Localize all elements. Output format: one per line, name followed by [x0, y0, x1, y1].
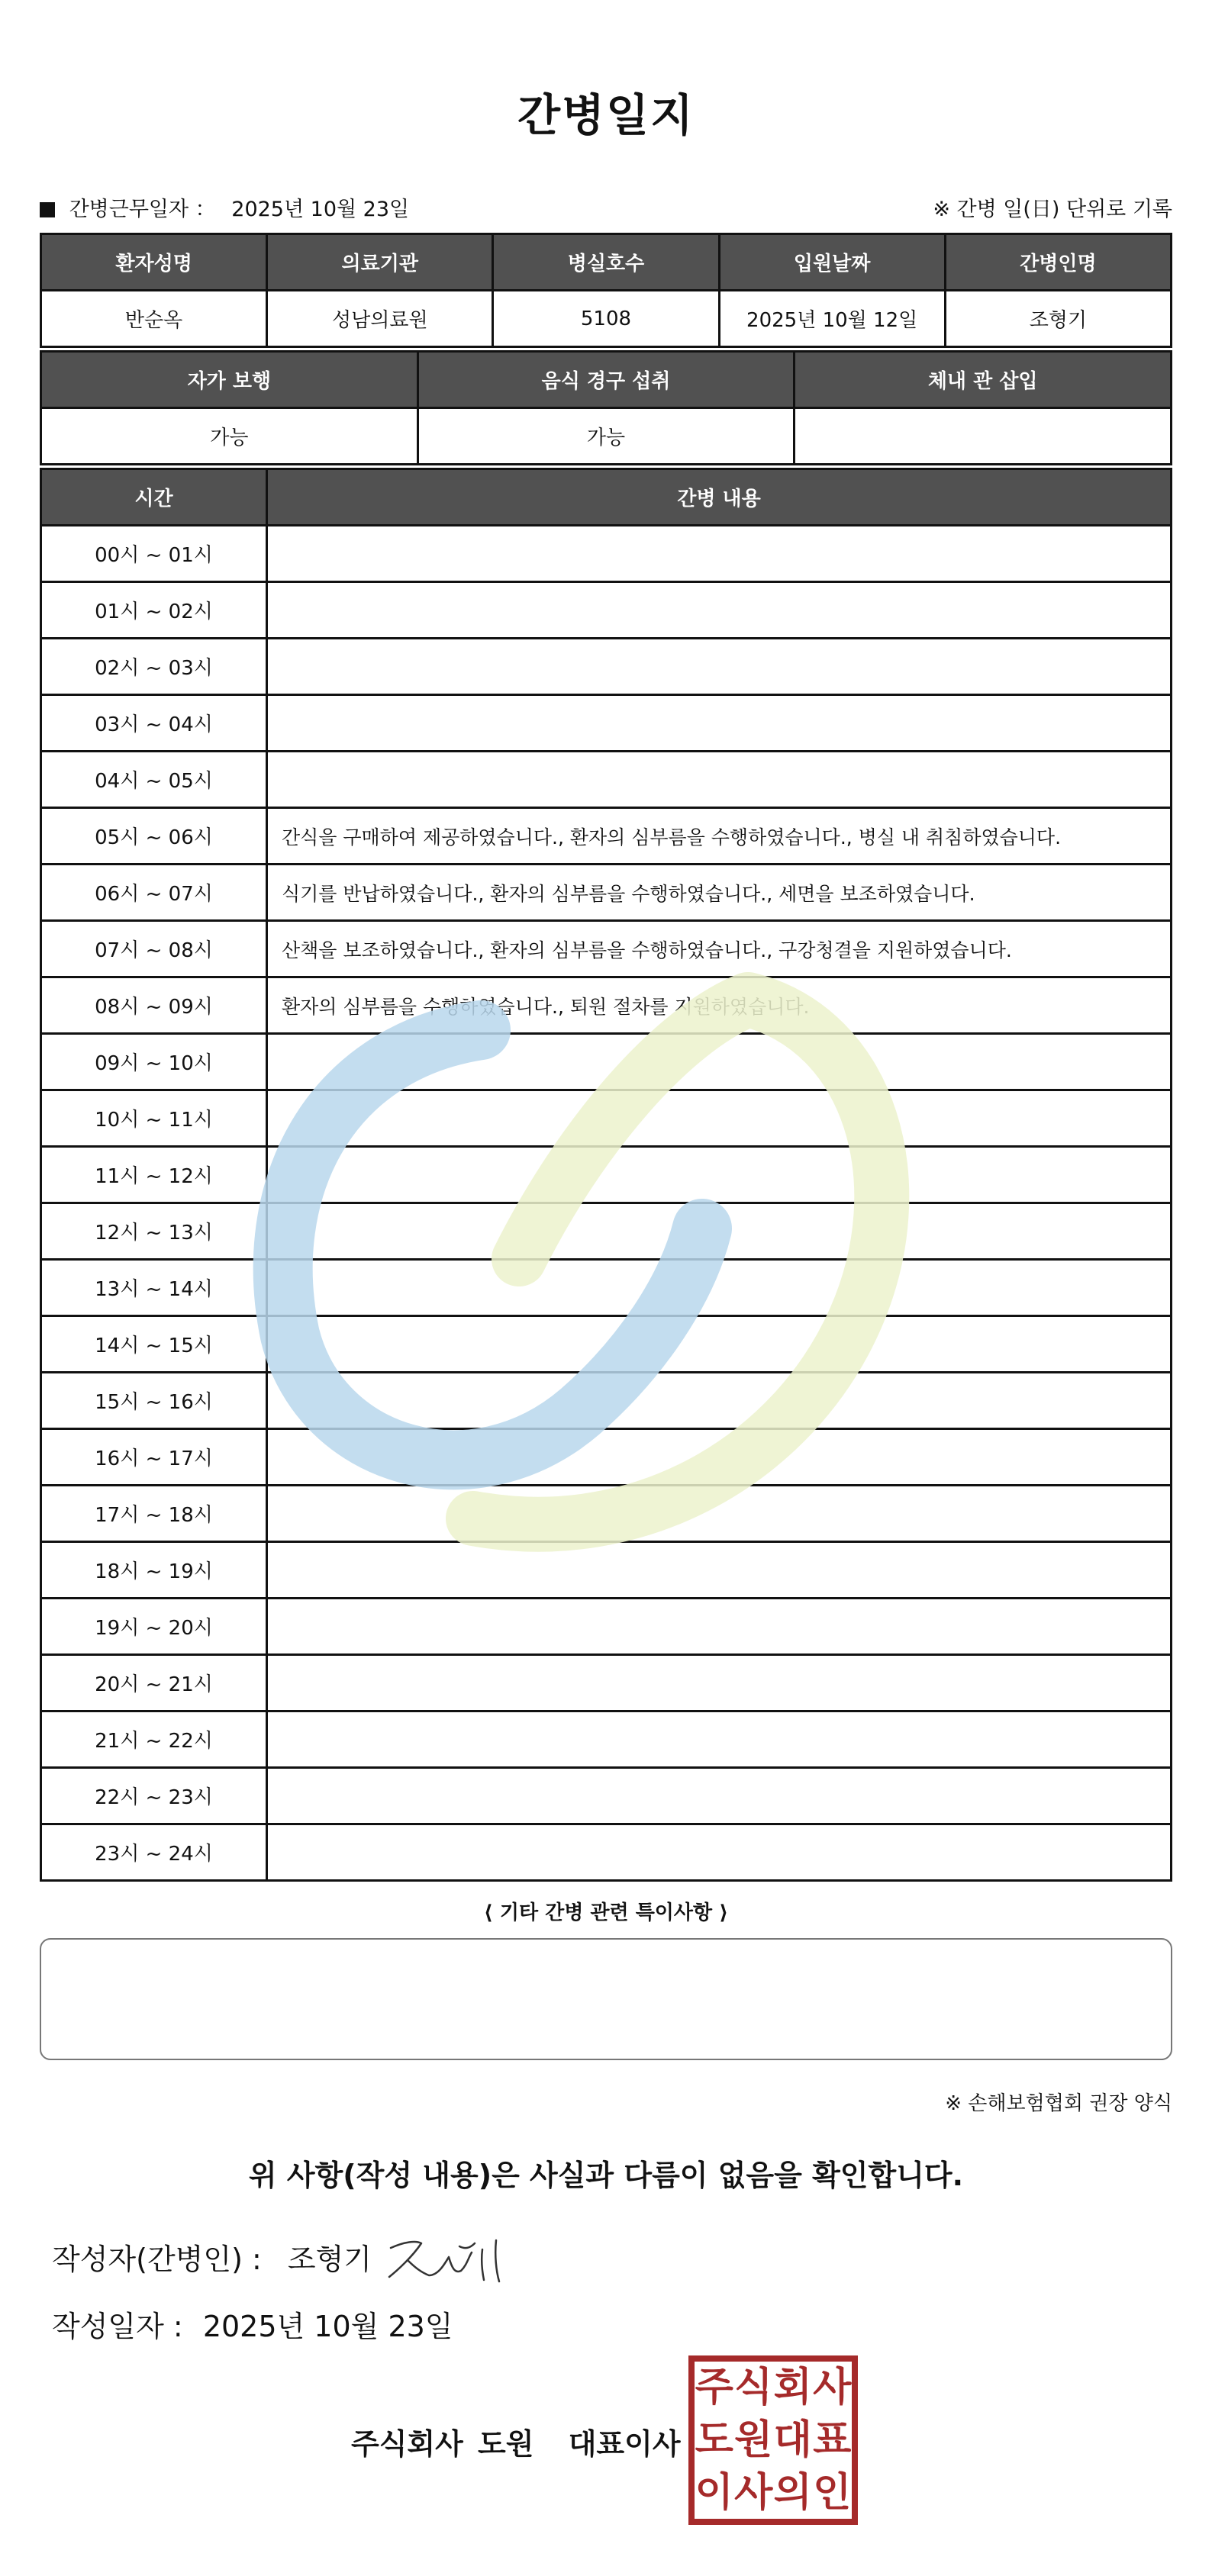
patient-info-table	[40, 233, 1172, 348]
log-time: 04시 ~ 05시	[41, 752, 267, 808]
log-row	[41, 1373, 1172, 1429]
log-row	[41, 1542, 1172, 1599]
company-seal-stamp	[688, 2355, 858, 2525]
log-time: 07시 ~ 08시	[41, 921, 267, 977]
daily-record-note: ※ 간병 일(日) 단위로 기록	[933, 198, 1172, 221]
info-value-row	[41, 291, 1172, 347]
remarks-title: ⟨ 기타 간병 관련 특이사항 ⟩	[483, 1901, 729, 1924]
admission-date: 2025년 10월 12일	[719, 291, 945, 347]
log-row	[41, 1429, 1172, 1486]
header-admission-date: 입원날짜	[719, 234, 945, 291]
log-time: 17시 ~ 18시	[41, 1486, 267, 1542]
work-date-value: 2025년 10월 23일	[231, 198, 410, 221]
log-row	[41, 977, 1172, 1034]
writer-line	[52, 2236, 372, 2278]
log-row	[41, 526, 1172, 582]
writer-label: 작성자(간병인) :	[52, 2243, 262, 2276]
seal-character: 사	[734, 2469, 773, 2516]
log-row	[41, 1768, 1172, 1824]
seal-character: 인	[813, 2469, 852, 2516]
log-content	[267, 1711, 1172, 1768]
status-value-row	[41, 408, 1172, 465]
log-time: 23시 ~ 24시	[41, 1824, 267, 1881]
oral-intake-value: 가능	[417, 408, 795, 465]
seal-character: 사	[813, 2365, 852, 2411]
header-room-number: 병실호수	[493, 234, 719, 291]
hospital-name: 성남의료원	[267, 291, 493, 347]
log-content	[267, 1486, 1172, 1542]
log-row	[41, 1824, 1172, 1881]
log-time: 14시 ~ 15시	[41, 1316, 267, 1373]
log-row	[41, 865, 1172, 921]
log-row	[41, 582, 1172, 639]
log-time: 22시 ~ 23시	[41, 1768, 267, 1824]
log-time: 20시 ~ 21시	[41, 1655, 267, 1711]
seal-character: 의	[773, 2469, 812, 2516]
work-date-label: 간병근무일자 ：	[69, 198, 216, 221]
document-title: 간병일지	[517, 89, 695, 141]
log-row	[41, 1260, 1172, 1316]
log-row	[41, 1655, 1172, 1711]
log-content	[267, 1824, 1172, 1881]
log-row	[41, 808, 1172, 865]
seal-character: 이	[695, 2469, 733, 2516]
header-time: 시간	[41, 469, 267, 526]
caregiver-name: 조형기	[945, 291, 1171, 347]
seal-character: 식	[734, 2365, 773, 2411]
log-row	[41, 1711, 1172, 1768]
log-time: 21시 ~ 22시	[41, 1711, 267, 1768]
log-content	[267, 1034, 1172, 1090]
log-content	[267, 526, 1172, 582]
seal-character: 표	[813, 2417, 852, 2463]
log-time: 08시 ~ 09시	[41, 977, 267, 1034]
header-hospital: 의료기관	[267, 234, 493, 291]
confirmation-statement: 위 사항(작성 내용)은 사실과 다름이 없음을 확인합니다.	[248, 2159, 964, 2192]
log-content	[267, 1655, 1172, 1711]
log-time: 06시 ~ 07시	[41, 865, 267, 921]
tube-insertion-value	[795, 408, 1172, 465]
self-walking-value: 가능	[41, 408, 418, 465]
log-time: 01시 ~ 02시	[41, 582, 267, 639]
log-content	[267, 1260, 1172, 1316]
log-content	[267, 1599, 1172, 1655]
log-row	[41, 1599, 1172, 1655]
log-time: 11시 ~ 12시	[41, 1147, 267, 1203]
company-name: 주식회사 도원	[351, 2427, 534, 2461]
log-time: 15시 ~ 16시	[41, 1373, 267, 1429]
log-time: 18시 ~ 19시	[41, 1542, 267, 1599]
square-bullet-icon	[40, 202, 55, 217]
written-date-line	[52, 2303, 453, 2345]
ceo-title: 대표이사	[568, 2427, 681, 2461]
log-row	[41, 921, 1172, 977]
header-care-content: 간병 내용	[267, 469, 1172, 526]
seal-character: 회	[773, 2365, 812, 2411]
care-log-table	[40, 468, 1172, 1882]
status-header-row	[41, 352, 1172, 408]
log-time: 05시 ~ 06시	[41, 808, 267, 865]
seal-character: 원	[734, 2417, 773, 2463]
log-time: 19시 ~ 20시	[41, 1599, 267, 1655]
form-source-note: ※ 손해보험협회 권장 양식	[945, 2092, 1172, 2115]
room-number: 5108	[493, 291, 719, 347]
log-content	[267, 1542, 1172, 1599]
header-patient-name: 환자성명	[41, 234, 267, 291]
seal-character: 도	[695, 2417, 733, 2463]
header-self-walking: 자가 보행	[41, 352, 418, 408]
written-date-value: 2025년 10월 23일	[202, 2310, 453, 2343]
log-time: 02시 ~ 03시	[41, 639, 267, 695]
log-time: 16시 ~ 17시	[41, 1429, 267, 1486]
header-tube-insertion: 체내 관 삽입	[795, 352, 1172, 408]
remarks-content	[41, 1940, 1171, 1964]
log-row	[41, 1090, 1172, 1147]
header-oral-intake: 음식 경구 섭취	[417, 352, 795, 408]
log-content	[267, 1203, 1172, 1260]
log-content	[267, 1316, 1172, 1373]
log-row	[41, 639, 1172, 695]
log-content	[267, 1768, 1172, 1824]
log-row	[41, 1034, 1172, 1090]
log-time: 10시 ~ 11시	[41, 1090, 267, 1147]
log-row	[41, 1316, 1172, 1373]
log-content: 환자의 심부름을 수행하였습니다., 퇴원 절차를 지원하였습니다.	[267, 977, 1172, 1034]
log-time: 03시 ~ 04시	[41, 695, 267, 752]
log-row	[41, 1486, 1172, 1542]
log-row	[41, 752, 1172, 808]
log-content: 간식을 구매하여 제공하였습니다., 환자의 심부름을 수행하였습니다., 병실 내 취침하였습니다.	[267, 808, 1172, 865]
log-time: 12시 ~ 13시	[41, 1203, 267, 1260]
log-content: 산책을 보조하였습니다., 환자의 심부름을 수행하였습니다., 구강청결을 지원하였습니다.	[267, 921, 1172, 977]
seal-character: 주	[695, 2365, 733, 2411]
remarks-box	[40, 1938, 1172, 2060]
work-date-line	[40, 192, 409, 222]
log-content	[267, 582, 1172, 639]
info-header-row	[41, 234, 1172, 291]
log-content	[267, 695, 1172, 752]
written-date-label: 작성일자 :	[52, 2310, 183, 2343]
log-content	[267, 1090, 1172, 1147]
log-row	[41, 695, 1172, 752]
log-time: 00시 ~ 01시	[41, 526, 267, 582]
company-line	[351, 2420, 681, 2462]
log-row	[41, 1203, 1172, 1260]
log-content	[267, 1147, 1172, 1203]
log-content: 식기를 반납하였습니다., 환자의 심부름을 수행하였습니다., 세면을 보조하였습니다.	[267, 865, 1172, 921]
log-content	[267, 639, 1172, 695]
log-time: 09시 ~ 10시	[41, 1034, 267, 1090]
log-content	[267, 752, 1172, 808]
log-time: 13시 ~ 14시	[41, 1260, 267, 1316]
log-header-row	[41, 469, 1172, 526]
seal-character: 대	[773, 2417, 812, 2463]
header-caregiver-name: 간병인명	[945, 234, 1171, 291]
log-row	[41, 1147, 1172, 1203]
log-content	[267, 1429, 1172, 1486]
patient-status-table	[40, 350, 1172, 465]
patient-name: 반순옥	[41, 291, 267, 347]
handwritten-signature	[382, 2227, 519, 2288]
writer-name: 조형기	[287, 2243, 372, 2276]
log-content	[267, 1373, 1172, 1429]
